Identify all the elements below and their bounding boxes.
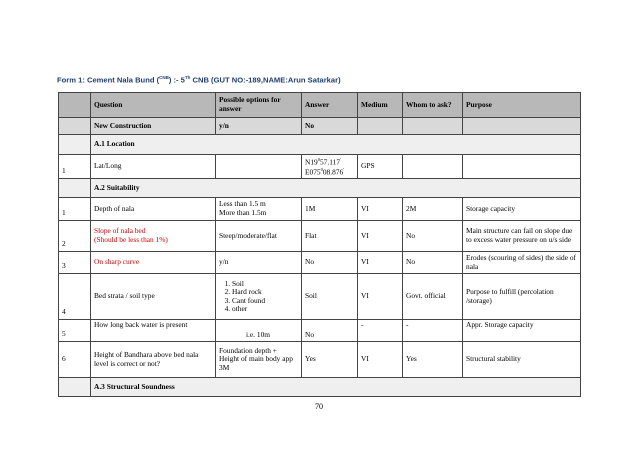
row-purpose: Main structure can fail on slope due to excess water pressure on u/s side — [463, 221, 581, 252]
row-purpose: Structural stability — [463, 342, 581, 378]
section-suitability: A.2 Suitability — [91, 179, 581, 198]
section-suitability-row — [59, 179, 581, 198]
row-options: i.e. 10m — [216, 320, 302, 342]
section-location: A.1 Location — [91, 135, 581, 155]
header-row — [59, 93, 581, 118]
row-question: Height of Bandhara above bed nala level is correct or not? — [91, 342, 216, 378]
row-medium: GPS — [358, 155, 403, 179]
page-number: 70 — [315, 402, 323, 411]
row-medium: VI — [358, 274, 403, 320]
new-construction-answer: No — [302, 118, 358, 135]
row-options — [216, 274, 302, 320]
row-answer: No — [302, 320, 358, 342]
new-construction-options: y/n — [216, 118, 302, 135]
row-number: 4 — [59, 274, 91, 320]
form-title: Form 1: Cement Nala Bund ($^{CNB}$) :- 5Th CNB (GUT NO:-189,NAME:Arun Satarkar) — [57, 75, 341, 85]
soil-options-list: 1. Soil 2. Hard rock 3. Cant found 4. other — [219, 280, 298, 313]
row-question: Bed strata / soil type — [91, 274, 216, 320]
row-answer: No — [302, 252, 358, 274]
survey-table — [58, 92, 581, 397]
table-row — [59, 320, 581, 342]
row-medium: VI — [358, 252, 403, 274]
new-construction-label: New Construction — [91, 118, 216, 135]
row-whom: - — [403, 320, 463, 342]
row-answer: Flat — [302, 221, 358, 252]
row-number: 1 — [59, 155, 91, 179]
row-options: Less than 1.5 m More than 1.5m — [216, 198, 302, 221]
row-purpose: Appr. Storage capacity — [463, 320, 581, 342]
row-number: 6 — [59, 342, 91, 378]
row-options: y/n — [216, 252, 302, 274]
row-medium: - — [358, 320, 403, 342]
table-row — [59, 198, 581, 221]
row-purpose: Purpose to fulfill (percolation /storage) — [463, 274, 581, 320]
row-medium: VI — [358, 221, 403, 252]
header-answer: Answer — [302, 93, 358, 118]
header-options: Possible options for answer — [216, 93, 302, 118]
header-whom: Whom to ask? — [403, 93, 463, 118]
row-question: Depth of nala — [91, 198, 216, 221]
row-options: Steep/moderate/flat — [216, 221, 302, 252]
row-whom: Govt. official — [403, 274, 463, 320]
row-number: 5 — [59, 320, 91, 342]
table-row — [59, 252, 581, 274]
table-row — [59, 342, 581, 378]
row-whom: No — [403, 252, 463, 274]
row-medium: VI — [358, 342, 403, 378]
row-question: On sharp curve — [91, 252, 216, 274]
row-answer: Yes — [302, 342, 358, 378]
header-num — [59, 93, 91, 118]
header-question: Question — [91, 93, 216, 118]
row-answer: $N19^057.117'$ $E075^008.876'$ — [302, 155, 358, 179]
row-question: Slope of nala bed (Should be less than 1%) — [91, 221, 216, 252]
row-whom: 2M — [403, 198, 463, 221]
table-row — [59, 274, 581, 320]
row-answer: 1M — [302, 198, 358, 221]
table-row — [59, 155, 581, 179]
row-medium: VI — [358, 198, 403, 221]
row-whom: Yes — [403, 342, 463, 378]
section-structural-row — [59, 378, 581, 397]
header-purpose: Purpose — [463, 93, 581, 118]
row-purpose: Storage capacity — [463, 198, 581, 221]
row-answer: Soil — [302, 274, 358, 320]
row-options: Foundation depth + Height of main body app 3M — [216, 342, 302, 378]
header-medium: Medium — [358, 93, 403, 118]
row-number: 2 — [59, 221, 91, 252]
row-number: 3 — [59, 252, 91, 274]
section-structural: A.3 Structural Soundness — [91, 378, 581, 397]
row-whom: No — [403, 221, 463, 252]
section-location-row — [59, 135, 581, 155]
row-question: How long back water is present — [91, 320, 216, 342]
row-number: 1 — [59, 198, 91, 221]
row-purpose: Erodes (scouring of sides) the side of nala — [463, 252, 581, 274]
table-row — [59, 221, 581, 252]
new-construction-row — [59, 118, 581, 135]
row-question: Lat/Long — [91, 155, 216, 179]
